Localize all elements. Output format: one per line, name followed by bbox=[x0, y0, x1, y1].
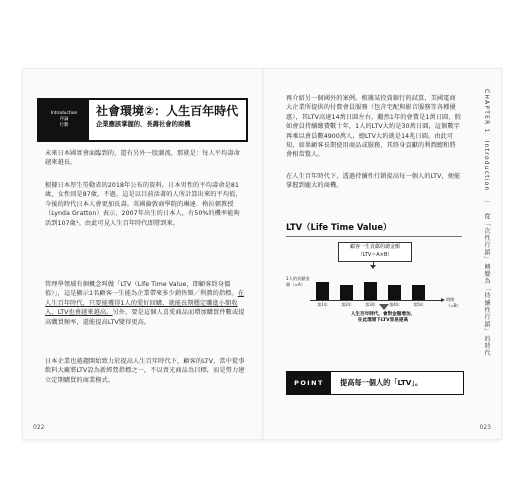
page-number-left: 022 bbox=[33, 424, 45, 431]
paragraph-3-underlined: 在人生百年時代，只要能獲得1人的愛好回購，就能長期穩定賺進小額收入，LTV也會越來越高。 bbox=[45, 290, 245, 317]
ltv-heading: LTV（Life Time Value） bbox=[286, 221, 462, 237]
paragraph-1: 未來日本國實會面臨到的，還有另外一股潮流，那就是：每人平均壽命越來越長。 bbox=[45, 150, 240, 167]
section-title-wrap bbox=[89, 100, 238, 140]
section-tag bbox=[39, 100, 89, 140]
diagram-note-line1: 人生百年時代，會對金額增加， bbox=[350, 312, 416, 317]
section-tag-en: Introduction bbox=[50, 111, 78, 116]
diagram-y-label: 1人的貢獻金額（=A） bbox=[286, 276, 310, 287]
left-page bbox=[23, 69, 262, 439]
chart-bar bbox=[412, 285, 425, 300]
diagram-x-arrow-icon bbox=[441, 298, 445, 302]
paragraph-3-part-a: 管理學領域有個概念叫做「LTV（Life Time Value，即顧客終身價值）」，這是顯示1名顧客一生能為企業帶來多少銷售額／利潤的指標。 bbox=[45, 281, 238, 298]
section-tag-zh: 序論 bbox=[59, 117, 69, 122]
book-spread bbox=[22, 68, 502, 440]
chart-bar bbox=[364, 282, 377, 300]
chart-year-label: 第1年 bbox=[317, 302, 328, 307]
point-text: 提高每一個人的「LTV」。 bbox=[340, 378, 423, 387]
chart-year-label: 第2年 bbox=[341, 302, 352, 307]
diagram-box-line2: （LTV＝A×B） bbox=[357, 252, 393, 258]
diagram-down-arrow-icon bbox=[370, 265, 376, 269]
section-title: 社會環境②：人生百年時代 bbox=[96, 104, 239, 118]
paragraph-3 bbox=[45, 280, 245, 327]
chart-year-label: 第3年 bbox=[365, 302, 376, 307]
diagram-total-box bbox=[338, 242, 412, 262]
paragraph-4: 日本企業也越趨開始致力於提高人生百年時代下，顧客的LTV，當中從事飲料大廠將LTV設為新經營指標之一，不以賣光商品為目標，而是努力建立定期購買的商業模式。 bbox=[45, 358, 245, 384]
ltv-diagram bbox=[286, 242, 462, 330]
section-header bbox=[37, 98, 248, 142]
section-subtitle: 企業應該掌握的、長壽社會的商機 bbox=[96, 121, 191, 128]
diagram-note-line2: 在此環境下LTV容易提高 bbox=[357, 318, 409, 324]
point-tag: POINT bbox=[287, 372, 331, 394]
chart-bar bbox=[316, 282, 329, 300]
chart-year-label: 第4年 bbox=[389, 302, 400, 307]
chapter-side-label: CHAPTER 1 Introduction ｜ 從「次性行銷」轉變為「持續性行銷」的時代 bbox=[483, 89, 490, 358]
paragraph-2: 根據日本厚生勞動省的2018年公布的資料，日本男性的平均壽命是81歲，女性則是87歲，不過，這是以目前活著的人所計算出來的平均值，今後的時代日本人會更加長壽。英國倫敦商學院的琳達．格拉頓教授（Lynda Gratton）表示，2007年出生的日本人，有50%的機率能夠活到107歲¹。由此可見人生百年時代即將到來。 bbox=[45, 182, 242, 227]
chart-year-label: 第5年 bbox=[413, 302, 424, 307]
diagram-note bbox=[348, 312, 418, 325]
section-tag-zh2: 行動 bbox=[59, 123, 69, 128]
diagram-x-axis-line bbox=[310, 300, 442, 301]
chart-bar bbox=[388, 285, 401, 300]
page-number-right: 023 bbox=[479, 424, 491, 431]
diagram-box-line1: 顧客一生貢獻的總金額 bbox=[349, 244, 400, 250]
diagram-x-axis-label: 時間（=B） bbox=[446, 297, 461, 308]
right-paragraph-1: 再介紹另一個國外的案例。根據某投資銀行的試算，美國電商大企業所提供的付費會員服務（包含宅配與影音服務等各種優惠），其LTV高達14萬日圓左右。繼然1年的會費是1萬日圓，假如會員持續繳費數十年，1人的LTV大約是30萬日圓，這個數字再乘以會員數4900萬人，總LTV大約就是14兆日圓。由此可知，如果顧客長期使用商品或服務，其終身貢獻的利潤總和將會相當驚人。 bbox=[286, 95, 461, 159]
chart-bar bbox=[340, 285, 353, 300]
point-box bbox=[286, 371, 464, 395]
right-paragraph-2: 在人生百年時代下，透過持續性行銷提高每一個人的LTV，便能掌握到龐大的商機。 bbox=[286, 173, 461, 190]
right-page bbox=[264, 69, 501, 439]
paragraph-3-part-c: 另外，要是這個人喜愛商品而增加購買件數或提高購買頻率，還能提高LTV變得更高。 bbox=[45, 309, 245, 326]
